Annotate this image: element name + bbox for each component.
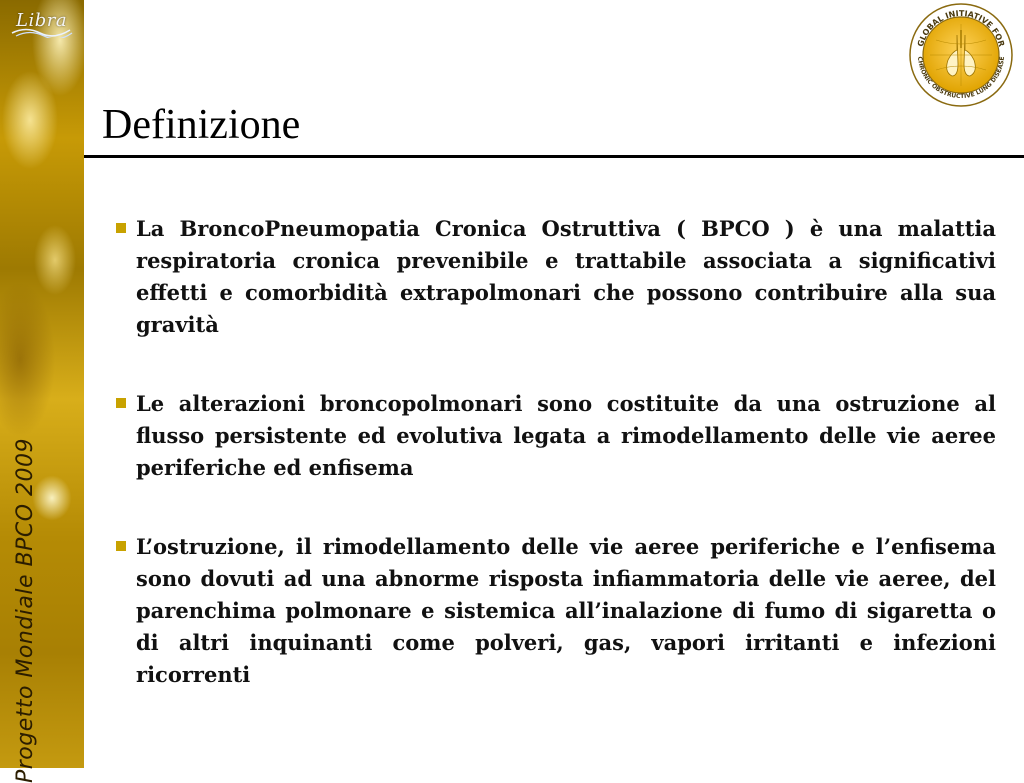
square-bullet-icon bbox=[116, 223, 126, 233]
list-item bbox=[116, 531, 996, 691]
list-item bbox=[116, 388, 996, 484]
seal-bottom-text: CHRONIC OBSTRUCTIVE LUNG DISEASE bbox=[915, 56, 1007, 101]
gold-seal-logo bbox=[908, 2, 1014, 108]
bullet-text: La BroncoPneumopatia Cronica Ostruttiva ( BPCO ) è una malattia respiratoria cronica prevenibile e trattabile associata a significativi effetti e comorbidità extrapolmonari che possono contribuire alla sua gravità bbox=[136, 216, 996, 337]
title-divider bbox=[84, 155, 1024, 158]
list-item bbox=[116, 213, 996, 341]
libra-logo-text: Libra bbox=[16, 10, 68, 31]
sidebar-decoration bbox=[0, 0, 84, 783]
project-label: Progetto Mondiale BPCO 2009 bbox=[13, 437, 39, 783]
square-bullet-icon bbox=[116, 541, 126, 551]
square-bullet-icon bbox=[116, 398, 126, 408]
page-title: Definizione bbox=[102, 102, 301, 148]
bullet-text: L’ostruzione, il rimodellamento delle vie aeree periferiche e l’enfisema sono dovuti ad una abnorme risposta infiammatoria delle vie aeree, del parenchima polmonare e sistemica all’inalazione di fumo di sigaretta o di altri inquinanti come polveri, gas, vapori irritanti e infezioni ricorrenti bbox=[136, 534, 996, 687]
sidebar-vertical-label bbox=[4, 437, 48, 783]
bullet-text: Le alterazioni broncopolmonari sono costituite da una ostruzione al flusso persistente ed evolutiva legata a rimodellamento delle vie aeree periferiche ed enfisema bbox=[136, 391, 996, 480]
libra-logo bbox=[6, 6, 76, 38]
seal-top-text: GLOBAL INITIATIVE FOR bbox=[915, 8, 1007, 48]
libra-wave-icon bbox=[6, 6, 76, 38]
definition-list bbox=[116, 213, 996, 691]
